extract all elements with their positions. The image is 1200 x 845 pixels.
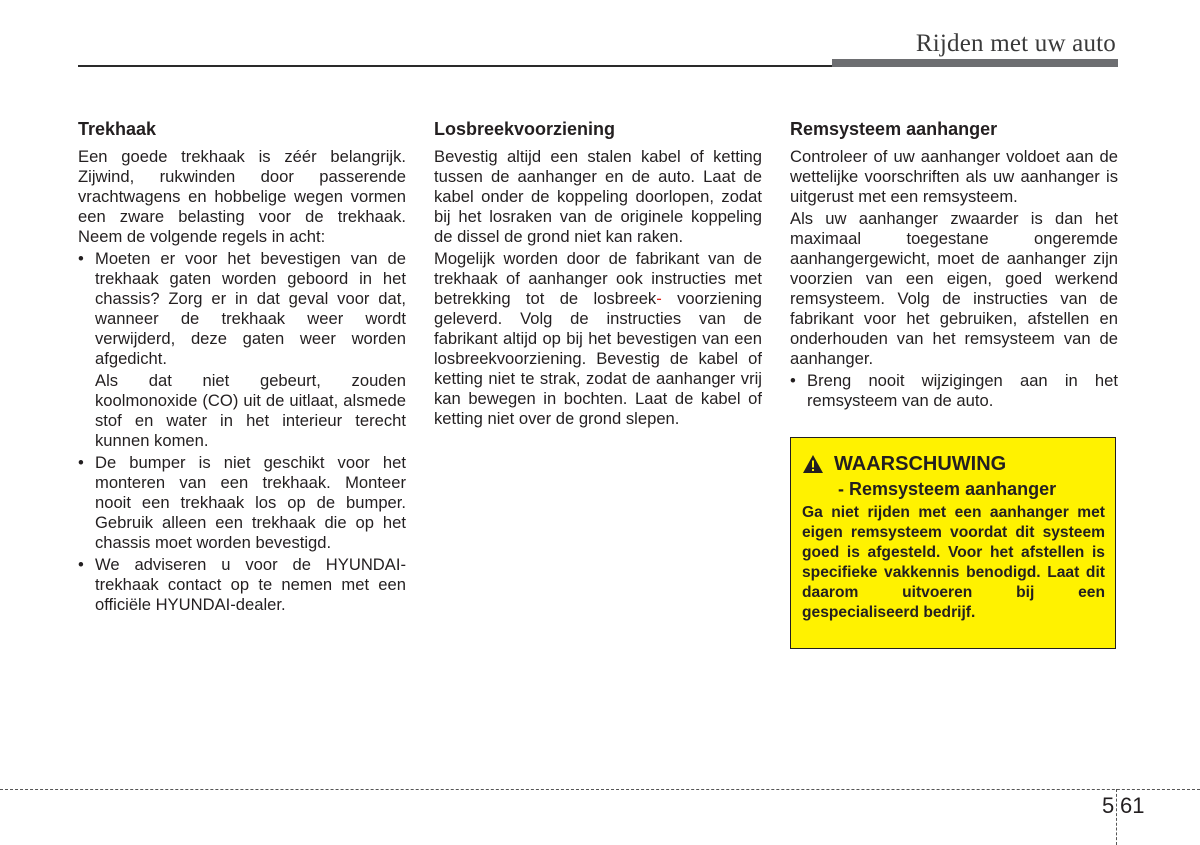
section-heading-losbreekvoorziening: Losbreekvoorziening [434, 119, 616, 139]
header-rule-accent [832, 59, 1118, 67]
list-item [78, 453, 406, 553]
list-item-continuation: Als dat niet gebeurt, zouden koolmonoxide (CO) uit de uitlaat, alsmede stof en water in het interieur terecht kunnen komen. [95, 371, 406, 450]
list-item-text: Breng nooit wijzigingen aan in het remsysteem van de auto. [807, 371, 1118, 410]
soft-hyphen: - [656, 289, 662, 308]
losbreek-text-a: Mogelijk worden door de fabrikant van de trekhaak of aanhanger ook instructies met betrekking tot de losbreek [434, 249, 762, 308]
chapter-number: 5 [1102, 793, 1115, 818]
list-item [790, 371, 1118, 411]
losbreek-paragraph-1: Bevestig altijd een stalen kabel of ketting tussen de aanhanger en de auto. Laat de kabel onder de koppeling doorlopen, zodat bij het losraken van de originele koppeling de dissel de grond niet kan raken. [434, 147, 762, 246]
warning-box [790, 437, 1116, 649]
section-heading-trekhaak: Trekhaak [78, 119, 157, 139]
section-heading-remsysteem: Remsysteem aanhanger [790, 119, 998, 139]
warning-body: Ga niet rijden met een aanhanger met eigen remsysteem voordat dit systeem goed is afgesteld. Voor het afstellen is specifieke vakkennis benodigd. Laat dit daarom uitvoeren bij een gespecialiseerd bedrijf. [802, 504, 1105, 621]
list-item-text: Moeten er voor het bevestigen van de trekhaak gaten worden geboord in het chassis? Zorg er in dat geval voor dat, wanneer de trekhaak weer wordt verwijderd, deze gaten weer worden afgedicht. [95, 249, 406, 368]
warning-triangle-icon [802, 454, 824, 474]
footer-dashed-divider [1116, 789, 1117, 845]
warning-title: WAARSCHUWING [834, 453, 1007, 475]
warning-header [802, 452, 1105, 476]
column-trekhaak [78, 118, 406, 617]
remsysteem-paragraph-2: Als uw aanhanger zwaarder is dan het maximaal toegestane ongeremde aanhangergewicht, moet de aanhanger zijn voorzien van een eigen, goed werkend remsysteem. Volg de instructies van de fabrikant voor het gebruiken, afstellen en onderhouden van het remsysteem van de aanhanger. [790, 209, 1118, 368]
remsysteem-list [790, 371, 1118, 411]
column-remsysteem [790, 118, 1118, 413]
footer-dashed-rule [0, 789, 1200, 790]
losbreek-text-b: voorziening geleverd. Volg de instructies van de fabrikant altijd op bij het bevestigen van een losbreekvoorziening. Bevestig de kabel of ketting niet te strak, zodat de aanhanger vrij kan bewegen in bochten. Laat de kabel of ketting niet over de grond slepen. [434, 289, 762, 428]
column-losbreekvoorziening [434, 118, 762, 431]
list-item-text: We adviseren u voor de HYUNDAI-trekhaak contact op te nemen met een officiële HYUNDAI-dealer. [95, 555, 406, 614]
list-item [78, 555, 406, 615]
page-header-title: Rijden met uw auto [915, 30, 1116, 57]
remsysteem-paragraph-1: Controleer of uw aanhanger voldoet aan de wettelijke voorschriften als uw aanhanger is uitgerust met een remsysteem. [790, 147, 1118, 206]
header-rule [78, 65, 838, 67]
page-number: 61 [1120, 793, 1145, 818]
losbreek-paragraph-2 [434, 249, 762, 429]
warning-subtitle: - Remsysteem aanhanger [838, 479, 1057, 499]
trekhaak-intro: Een goede trekhaak is zéér belangrijk. Zijwind, rukwinden door passerende vrachtwagens en hobbelige wegen vormen een zware belasting voor de trekhaak. Neem de volgende regels in acht: [78, 147, 406, 246]
list-item [78, 249, 406, 369]
trekhaak-list [78, 249, 406, 615]
list-item-text: De bumper is niet geschikt voor het monteren van een trekhaak. Monteer nooit een trekhaak los op de bumper. Gebruik alleen een trekhaak die op het chassis moet worden bevestigd. [95, 453, 406, 552]
